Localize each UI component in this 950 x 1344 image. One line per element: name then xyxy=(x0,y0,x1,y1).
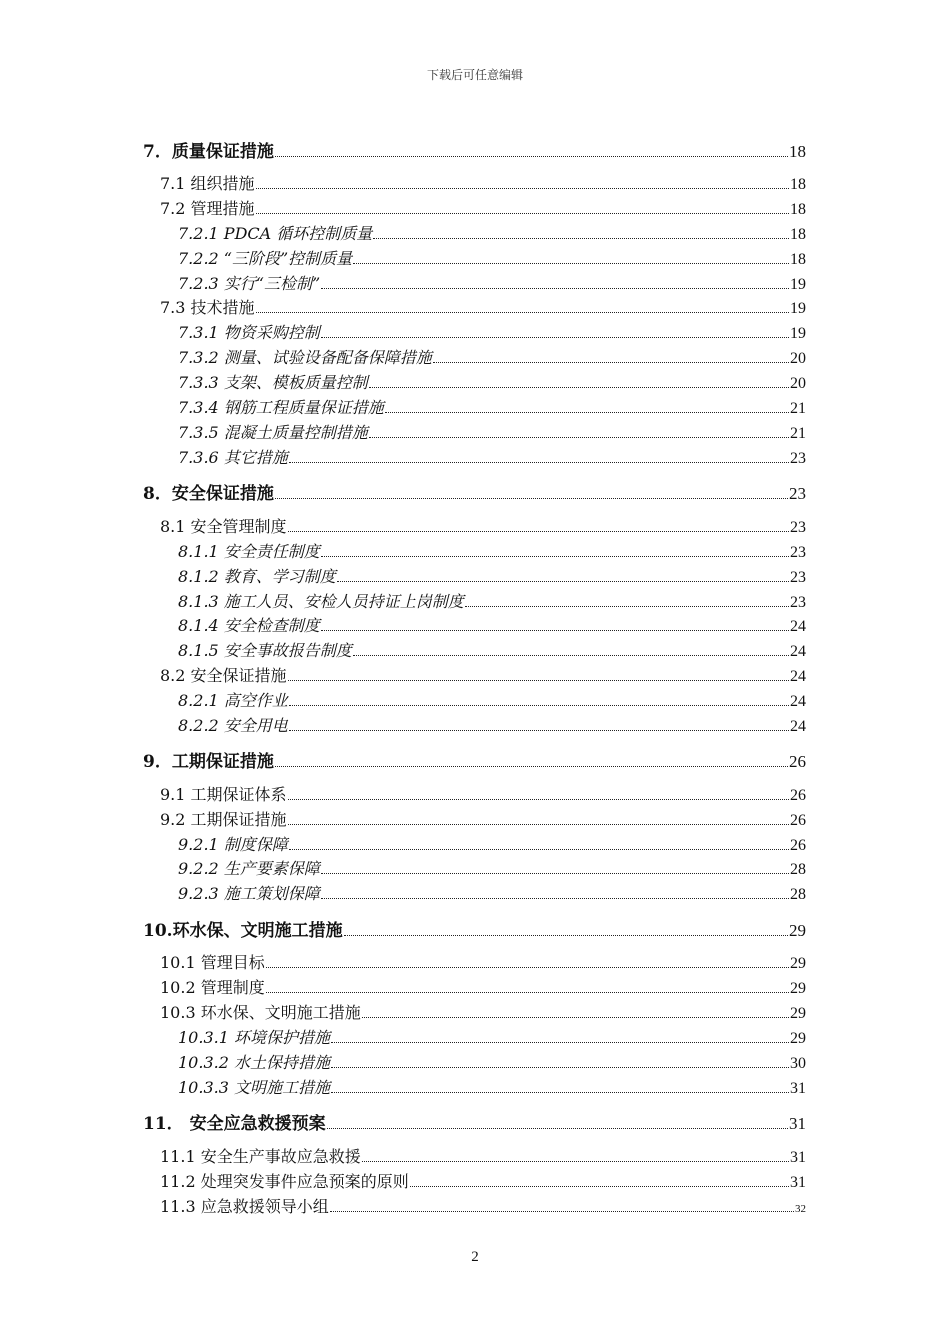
toc-leader-dots xyxy=(465,606,789,607)
toc-entry-label: 7.3.5 混凝土质量控制措施 xyxy=(178,423,368,442)
toc-entry-level-2[interactable] xyxy=(160,950,806,973)
toc-leader-dots xyxy=(288,531,789,532)
toc-entry-label: 8.2.2 安全用电 xyxy=(178,716,288,735)
toc-entry-page: 21 xyxy=(790,425,806,442)
toc-entry-level-1[interactable] xyxy=(143,479,806,504)
toc-entry-label: 8.1.3 施工人员、安检人员持证上岗制度 xyxy=(178,592,464,611)
toc-entry-level-3[interactable] xyxy=(178,1025,806,1048)
toc-entry-label: 8.1.5 安全事故报告制度 xyxy=(178,641,352,660)
toc-leader-dots xyxy=(256,213,789,214)
toc-entry-page: 29 xyxy=(790,955,806,972)
toc-entry-page: 18 xyxy=(790,176,806,193)
toc-leader-dots xyxy=(289,730,789,731)
toc-leader-dots xyxy=(256,312,789,313)
toc-entry-page: 18 xyxy=(790,226,806,243)
toc-leader-dots xyxy=(275,156,788,157)
toc-entry-label: 8.2.1 高空作业 xyxy=(178,691,288,710)
toc-entry-label: 10.3.3 文明施工措施 xyxy=(178,1078,330,1097)
toc-entry-label: 9.2 工期保证措施 xyxy=(160,810,287,829)
toc-leader-dots xyxy=(369,387,789,388)
toc-entry-page: 23 xyxy=(789,484,806,503)
toc-leader-dots xyxy=(373,238,789,239)
toc-leader-dots xyxy=(321,556,789,557)
toc-leader-dots xyxy=(331,1042,789,1043)
toc-leader-dots xyxy=(331,1092,789,1093)
toc-leader-dots xyxy=(410,1186,789,1187)
toc-entry-level-1[interactable] xyxy=(143,916,806,941)
toc-entry-page: 20 xyxy=(790,375,806,392)
toc-leader-dots xyxy=(330,1211,794,1212)
toc-entry-label: 11.2 处理突发事件应急预案的原则 xyxy=(160,1172,409,1191)
toc-entry-level-1[interactable] xyxy=(143,137,806,162)
toc-entry-label: 10.3.2 水土保持措施 xyxy=(178,1053,330,1072)
toc-entry-page: 28 xyxy=(790,886,806,903)
toc-entry-page: 30 xyxy=(790,1055,806,1072)
toc-entry-label: 9.1 工期保证体系 xyxy=(160,785,287,804)
toc-entry-level-3[interactable] xyxy=(178,246,806,269)
toc-entry-level-2[interactable] xyxy=(160,514,806,537)
toc-entry-page: 24 xyxy=(790,668,806,685)
toc-entry-label: 7.2.2 “三阶段”控制质量 xyxy=(178,249,353,268)
toc-leader-dots xyxy=(327,1128,788,1129)
toc-entry-label: 8.1.4 安全检查制度 xyxy=(178,616,320,635)
toc-entry-level-1[interactable] xyxy=(143,747,806,772)
toc-entry-label: 8.2 安全保证措施 xyxy=(160,666,287,685)
toc-entry-page: 23 xyxy=(790,544,806,561)
toc-entry-page: 31 xyxy=(789,1114,806,1133)
toc-entry-level-3[interactable] xyxy=(178,856,806,879)
toc-entry-label: 8.1.1 安全责任制度 xyxy=(178,542,320,561)
toc-entry-page: 26 xyxy=(790,837,806,854)
toc-entry-level-2[interactable] xyxy=(160,171,806,194)
toc-leader-dots xyxy=(353,263,789,264)
toc-entry-level-3[interactable] xyxy=(178,589,806,612)
toc-entry-label: 7.1 组织措施 xyxy=(160,174,255,193)
toc-entry-page: 23 xyxy=(790,450,806,467)
toc-entry-page: 28 xyxy=(790,861,806,878)
toc-entry-label: 9.2.2 生产要素保障 xyxy=(178,859,320,878)
toc-entry-page: 21 xyxy=(790,400,806,417)
toc-entry-label: 8．安全保证措施 xyxy=(143,484,274,504)
toc-entry-level-2[interactable] xyxy=(160,1194,806,1217)
toc-entry-level-2[interactable] xyxy=(160,807,806,830)
toc-entry-page: 20 xyxy=(790,350,806,367)
toc-entry-level-3[interactable] xyxy=(178,445,806,468)
toc-leader-dots xyxy=(369,437,789,438)
toc-entry-level-3[interactable] xyxy=(178,1050,806,1073)
toc-entry-label: 7.2.3 实行“三检制” xyxy=(178,274,321,293)
toc-leader-dots xyxy=(433,362,789,363)
toc-leader-dots xyxy=(266,992,789,993)
toc-entry-page: 31 xyxy=(790,1174,806,1191)
toc-leader-dots xyxy=(289,462,789,463)
toc-entry-label: 7．质量保证措施 xyxy=(143,142,274,162)
toc-entry-page: 18 xyxy=(790,251,806,268)
toc-entry-label: 10.3.1 环境保护措施 xyxy=(178,1028,330,1047)
toc-entry-page: 29 xyxy=(789,921,806,940)
toc-entry-label: 7.3.4 钢筋工程质量保证措施 xyxy=(178,398,384,417)
toc-entry-page: 24 xyxy=(790,618,806,635)
toc-entry-page: 26 xyxy=(790,787,806,804)
toc-entry-level-2[interactable] xyxy=(160,782,806,805)
toc-leader-dots xyxy=(337,581,789,582)
toc-entry-label: 10.2 管理制度 xyxy=(160,978,265,997)
toc-entry-label: 7.3 技术措施 xyxy=(160,298,255,317)
toc-entry-page: 23 xyxy=(790,594,806,611)
toc-entry-level-3[interactable] xyxy=(178,395,806,418)
page-header: 下载后可任意编辑 xyxy=(426,68,523,82)
toc-entry-level-3[interactable] xyxy=(178,420,806,443)
toc-leader-dots xyxy=(385,412,789,413)
toc-entry-level-3[interactable] xyxy=(178,638,806,661)
toc-entry-level-3[interactable] xyxy=(178,688,806,711)
toc-entry-page: 32 xyxy=(795,1203,806,1215)
toc-entry-level-2[interactable] xyxy=(160,975,806,998)
toc-entry-page: 29 xyxy=(790,980,806,997)
toc-leader-dots xyxy=(288,799,789,800)
toc-entry-label: 8.1 安全管理制度 xyxy=(160,517,287,536)
toc-entry-label: 10.3 环水保、文明施工措施 xyxy=(160,1003,361,1022)
toc-entry-level-3[interactable] xyxy=(178,832,806,855)
toc-entry-level-3[interactable] xyxy=(178,1075,806,1098)
toc-entry-label: 8.1.2 教育、学习制度 xyxy=(178,567,336,586)
toc-entry-page: 19 xyxy=(790,300,806,317)
toc-entry-level-3[interactable] xyxy=(178,221,806,244)
toc-leader-dots xyxy=(275,498,788,499)
toc-entry-label: 10.环水保、文明施工措施 xyxy=(143,921,343,941)
toc-leader-dots xyxy=(321,873,789,874)
toc-entry-level-2[interactable] xyxy=(160,1169,806,1192)
toc-leader-dots xyxy=(288,680,789,681)
toc-entry-level-1[interactable] xyxy=(143,1109,806,1134)
toc-entry-page: 23 xyxy=(790,519,806,536)
toc-entry-page: 18 xyxy=(790,201,806,218)
toc-entry-page: 31 xyxy=(790,1080,806,1097)
toc-entry-label: 11． 安全应急救援预案 xyxy=(143,1114,326,1134)
toc-entry-page: 19 xyxy=(790,276,806,293)
toc-entry-level-2[interactable] xyxy=(160,1000,806,1023)
toc-leader-dots xyxy=(362,1017,789,1018)
toc-entry-level-2[interactable] xyxy=(160,295,806,318)
toc-entry-label: 11.1 安全生产事故应急救援 xyxy=(160,1147,361,1166)
toc-entry-label: 7.3.2 测量、试验设备配备保障措施 xyxy=(178,348,432,367)
toc-entry-page: 29 xyxy=(790,1030,806,1047)
toc-entry-level-3[interactable] xyxy=(178,271,806,294)
toc-entry-level-3[interactable] xyxy=(178,881,806,904)
toc-entry-label: 7.2.1 PDCA 循环控制质量 xyxy=(178,224,373,243)
toc-entry-label: 7.3.6 其它措施 xyxy=(178,448,288,467)
toc-entry-label: 9.2.3 施工策划保障 xyxy=(178,884,320,903)
toc-leader-dots xyxy=(353,655,789,656)
toc-entry-level-3[interactable] xyxy=(178,613,806,636)
toc-entry-page: 18 xyxy=(789,142,806,161)
toc-entry-page: 19 xyxy=(790,325,806,342)
toc-entry-level-2[interactable] xyxy=(160,1144,806,1167)
toc-entry-page: 24 xyxy=(790,693,806,710)
toc-leader-dots xyxy=(331,1067,789,1068)
page-number: 2 xyxy=(471,1249,479,1265)
toc-leader-dots xyxy=(321,337,789,338)
toc-entry-page: 24 xyxy=(790,643,806,660)
toc-leader-dots xyxy=(266,967,789,968)
toc-leader-dots xyxy=(275,766,788,767)
toc-entry-page: 29 xyxy=(790,1005,806,1022)
toc-leader-dots xyxy=(289,705,789,706)
toc-entry-level-3[interactable] xyxy=(178,539,806,562)
toc-entry-label: 11.3 应急救援领导小组 xyxy=(160,1197,329,1216)
toc-entry-level-3[interactable] xyxy=(178,370,806,393)
toc-leader-dots xyxy=(362,1161,789,1162)
toc-leader-dots xyxy=(321,288,789,289)
toc-entry-level-3[interactable] xyxy=(178,320,806,343)
toc-leader-dots xyxy=(289,849,789,850)
toc-leader-dots xyxy=(321,630,789,631)
toc-entry-level-3[interactable] xyxy=(178,713,806,736)
toc-leader-dots xyxy=(344,935,788,936)
toc-leader-dots xyxy=(321,898,789,899)
toc-entry-label: 7.3.1 物资采购控制 xyxy=(178,323,320,342)
toc-entry-label: 10.1 管理目标 xyxy=(160,953,265,972)
toc-entry-page: 23 xyxy=(790,569,806,586)
toc-entry-page: 26 xyxy=(790,812,806,829)
toc-entry-level-2[interactable] xyxy=(160,196,806,219)
toc-entry-label: 7.3.3 支架、模板质量控制 xyxy=(178,373,368,392)
toc-entry-level-3[interactable] xyxy=(178,564,806,587)
toc-leader-dots xyxy=(256,188,789,189)
toc-entry-label: 9.2.1 制度保障 xyxy=(178,835,288,854)
toc-entry-page: 26 xyxy=(789,752,806,771)
toc-entry-level-2[interactable] xyxy=(160,663,806,686)
toc-entry-page: 24 xyxy=(790,718,806,735)
toc-entry-level-3[interactable] xyxy=(178,345,806,368)
toc-leader-dots xyxy=(288,824,789,825)
toc-entry-page: 31 xyxy=(790,1149,806,1166)
toc-entry-label: 9．工期保证措施 xyxy=(143,752,274,772)
toc-entry-label: 7.2 管理措施 xyxy=(160,199,255,218)
